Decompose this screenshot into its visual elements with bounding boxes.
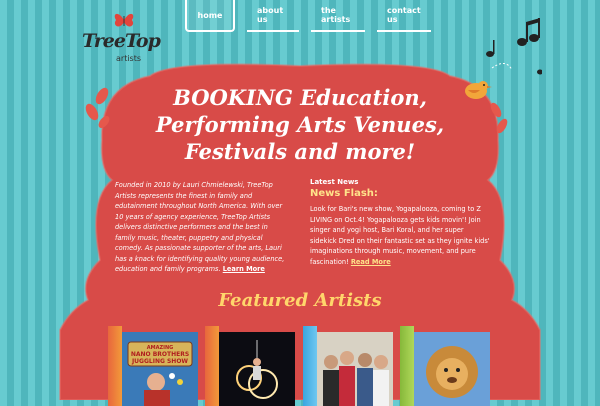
- circus-rings-photo: [219, 332, 295, 406]
- nav-about-us[interactable]: about us: [247, 0, 299, 32]
- logo-subtitle: artists: [116, 54, 142, 63]
- nav-home[interactable]: home: [185, 0, 235, 32]
- band-photo: [317, 332, 393, 406]
- headline-line: Performing Arts Venues,: [155, 112, 445, 137]
- butterfly-icon: [112, 8, 136, 32]
- artist-card-nano-brothers[interactable]: [108, 326, 200, 406]
- music-notes-icon: [482, 18, 542, 78]
- artist-card-band[interactable]: [303, 326, 395, 406]
- intro-text: [115, 180, 290, 275]
- leaf-icon: [488, 100, 512, 140]
- card-door: [108, 326, 122, 406]
- headline-line: BOOKING Education,: [173, 85, 427, 110]
- sign-text: AMAZING: [146, 345, 174, 351]
- learn-more-link[interactable]: Learn More: [222, 265, 265, 273]
- sign-text: JUGGLING SHOW: [131, 358, 189, 365]
- news-title: News Flash:: [310, 188, 378, 199]
- intro-paragraph: Founded in 2010 by Lauri Chmielewski, TreeTop Artists represents the finest in family and edutainment throughout North America. With over 10 years of agency experience, TreeTop Artists delivers distinctive performers and the best in family music, theater, puppetry and physical comedy. As passionate supporter of the arts, Lauri has a knack for identifying quality young audience, education and family programs.: [115, 181, 285, 273]
- artist-card-lion[interactable]: [400, 326, 492, 406]
- nav-the-artists[interactable]: the artists: [311, 0, 365, 32]
- card-door: [400, 326, 414, 406]
- news-paragraph: Look for Bari's new show, Yogapalooza, coming to Z LIVING on Oct.4! Yogapalooza gets kids movin'! Join singer and yogi host, Bari Koral, and her super sidekick Dred on their fantastic set as they ignite kids' imaginations through music, movement, and pure fascination!: [310, 205, 490, 266]
- lion-photo: [414, 332, 490, 406]
- artist-card-circus[interactable]: [205, 326, 297, 406]
- news-label: Latest News: [310, 178, 359, 186]
- nano-brothers-photo: [122, 332, 198, 406]
- card-door: [303, 326, 317, 406]
- news-body: [310, 204, 490, 267]
- treetop-logo[interactable]: [82, 8, 160, 68]
- page-headline: [120, 84, 480, 165]
- main-nav: [185, 0, 431, 32]
- card-door: [205, 326, 219, 406]
- read-more-link[interactable]: Read More: [350, 257, 391, 266]
- leaf-icon: [84, 86, 114, 136]
- headline-line: Festivals and more!: [184, 139, 416, 164]
- nav-contact-us[interactable]: contact us: [377, 0, 431, 32]
- sign-text: NANO BROTHERS: [130, 351, 190, 358]
- featured-artists-title: Featured Artists: [218, 290, 382, 311]
- logo-wordmark: TreeTop: [82, 30, 160, 52]
